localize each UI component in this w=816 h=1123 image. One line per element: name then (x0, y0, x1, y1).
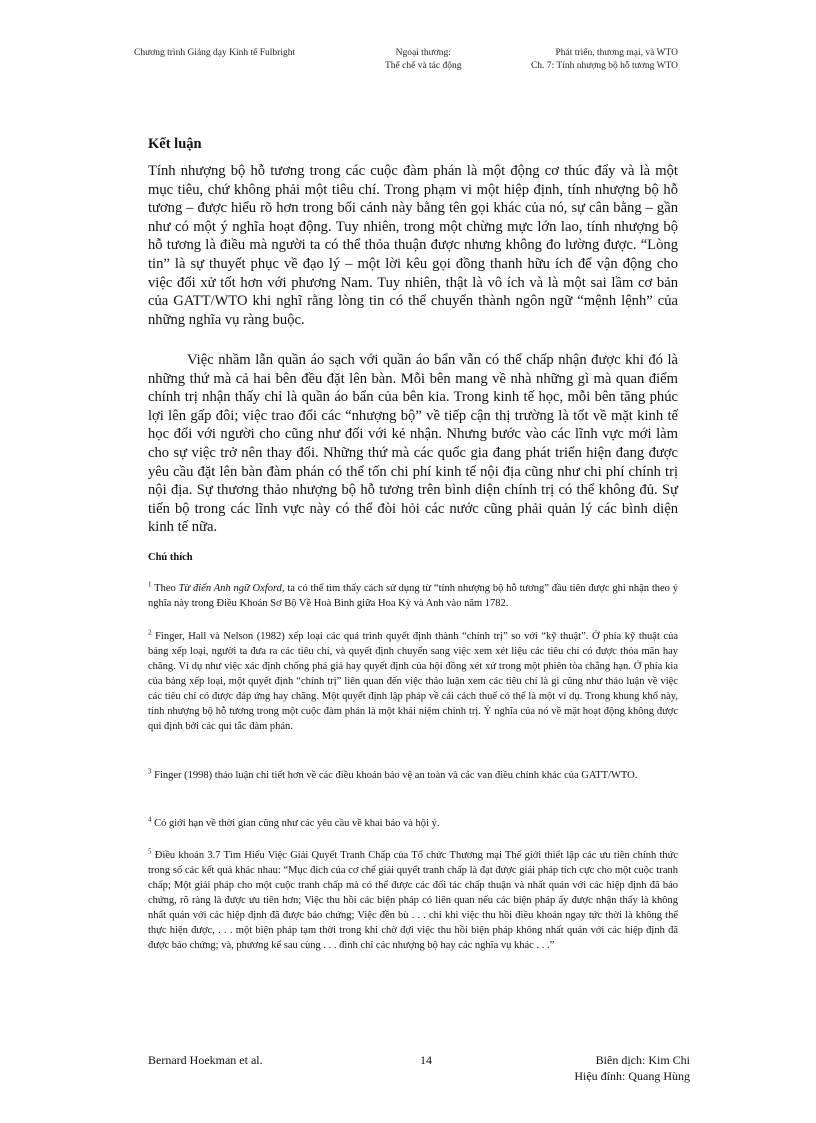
footnote-number: 5 (148, 847, 152, 856)
conclusion-paragraph-2 (148, 351, 678, 537)
section-title: Kết luận (148, 136, 202, 152)
header-chapter-line1: Phát triển, thương mại, và WTO (555, 48, 678, 58)
header-course-title (385, 47, 462, 73)
footnote-text: Có giới hạn về thời gian cũng như các yêu cầu về khai báo và hội ý. (154, 818, 440, 829)
footnote-number: 2 (148, 628, 152, 637)
footnote-source-title: Từ điển Anh ngữ Oxford, (178, 583, 285, 594)
paragraph-text: Việc nhầm lẫn quần áo sạch với quần áo bẩn vẫn có thể chấp nhận được khi đó là những thứ mà cả hai bên đều đặt lên bàn. Mỗi bên mang về nhà những gì mà quan điểm chính trị nhận thấy chỉ là quần áo bẩn của bên kia. Trong kinh tế học, mỗi bên tăng phúc lợi lên gấp đôi; việc trao đổi các “nhượng bộ” về tiếp cận thị trường là tốt về mặt kinh tế học đối với người cho cũng như đối với kẻ nhận. Nhưng bước vào các lĩnh vực mới làm cho sự việc trở nên thay đổi. Những thứ mà các quốc gia đang phát triển hiện đang được yêu cầu đặt lên bàn đàm phán có thể tốn chi phí kinh tế nội địa cũng như chi phí chính trị nội địa. Sự thương thảo nhượng bộ hỗ tương trên bình diện chính trị có thể không đủ. Sự tiến bộ trong các lĩnh vực này có thể đòi hỏi các nước cũng phải quản lý các bình diện kinh tế nữa. (148, 352, 678, 536)
footnote-4 (148, 816, 678, 831)
footnote-text: Điều khoản 3.7 Tìm Hiểu Việc Giải Quyết Tranh Chấp của Tổ chức Thương mại Thế giới thiết lập các ưu tiên chính thức trong số các kết quả khác nhau: “Mục đích của cơ chế giải quyết tranh chấp là đạt được giải pháp tích cực cho một cuộc tranh chấp; Một giải pháp cho một cuộc tranh chấp mà có thể được các đối tác chấp thuận và nhất quán với các hiệp định đã bảo chứng, rõ ràng là được ưu tiên hơn; Việc thu hồi các biện pháp có liên quan nếu các biện pháp ấy được nhận thấy là không nhất quán với các hiệp định đã được bảo chứng; Việc đền bù . . . chỉ khi việc thu hồi điều khoản ngay tức thời là không thể thực hiện được, . . . một biện pháp tạm thời trong khi chờ đợi việc thu hồi biện pháp không nhất quán với các hiệp định đã được bảo chứng; và, phương kế sau cùng . . . đình chỉ các nhượng bộ hay các nghĩa vụ khác . . .” (148, 850, 679, 951)
footnote-number: 4 (148, 815, 152, 824)
header-chapter-line2: Ch. 7: Tính nhượng bộ hỗ tương WTO (530, 61, 678, 71)
footnote-text-post: ta có thể tìm thấy cách sử dụng từ “tính nhượng bộ hỗ tương” đầu tiên được ghi nhận theo ý nghĩa này trong Điều Khoản Sơ Bộ Về Hoà Bình giữa Hoa Kỳ và Anh vào năm 1782. (148, 583, 678, 609)
footnote-1 (148, 581, 678, 611)
footnote-5 (148, 848, 678, 953)
footer-credits (520, 1052, 690, 1084)
paragraph-text: Tính nhượng bộ hỗ tương trong các cuộc đàm phán là một động cơ thúc đẩy và là một mục tiêu, chứ không phải một tiêu chí. Trong phạm vi một hiệp định, tính nhượng bộ hỗ tương – được hiểu rõ hơn trong bối cảnh này bằng tên gọi khác của nó, sự cân bằng – gần như có một ý nghĩa hoạt động. Tuy nhiên, trong một chừng mực lớn lao, tính nhượng bộ hỗ tương là điều mà người ta có thể thỏa thuận được nhưng không đo lường được. “Lòng tin” là sự thuyết phục về đạo lý – một lời kêu gọi đồng thanh hữu ích để vận động cho việc đối xử tốt hơn với phương Nam. Tuy nhiên, thật là vô ích và là một sai lầm cơ bản của GATT/WTO khi nghĩ rằng lòng tin có thể chuyển thành ngôn ngữ “mệnh lệnh” của những nghĩa vụ ràng buộc. (148, 163, 678, 328)
notes-title: Chú thích (148, 552, 193, 563)
footnote-number: 3 (148, 767, 152, 776)
header-program-name: Chương trình Giảng dạy Kinh tế Fulbright (134, 48, 296, 58)
footnote-text: Finger, Hall và Nelson (1982) xếp loại các quá trình quyết định thành “chính trị” so với “kỹ thuật”. Ở phía kỹ thuật của bảng xếp loại, người ta đưa ra các tiêu chí, và quyết định chuyển sang việc xem xét liệu các tiêu chí có được thỏa mãn hay chăng. Ví dụ như việc xác định chống phá giá hay quyết định của hội đồng xét xử trong một phiên tòa chẳng hạn. Ở phía kia của bảng xếp loại, một quyết định “chính trị” liên quan đến việc thảo luận xem các tiêu chí là gì cũng như thảo luận về việc các tiêu chí có được đáp ứng hay chăng. Một quyết định lập pháp về cải cách thuế có thể là một ví dụ. Trong khung khổ này, tính nhượng bộ hỗ tương trong một cuộc đàm phán là một khái niệm chính trị. Ý nghĩa của nó về mặt hoạt động không được qui định bởi các qui tắc đàm phán. (148, 631, 679, 732)
header-course-line1: Ngoại thương: (395, 48, 451, 58)
footnote-2 (148, 629, 678, 734)
footnote-text-pre: Theo (154, 583, 179, 594)
page-number: 14 (420, 1053, 432, 1067)
header-chapter (522, 47, 678, 73)
footer-editor: Hiệu đính: Quang Hùng (574, 1069, 690, 1083)
footer-authors: Bernard Hoekman et al. (148, 1053, 263, 1067)
conclusion-paragraph-1 (148, 162, 678, 329)
footer-translator: Biên dịch: Kim Chi (595, 1053, 690, 1067)
footnote-text: Finger (1998) thảo luận chi tiết hơn về các điều khoản bảo vệ an toàn và các van điều chỉnh khác của GATT/WTO. (154, 770, 638, 781)
footnote-number: 1 (148, 580, 152, 589)
footnote-3 (148, 768, 678, 783)
header-course-line2: Thể chế và tác động (385, 61, 462, 71)
